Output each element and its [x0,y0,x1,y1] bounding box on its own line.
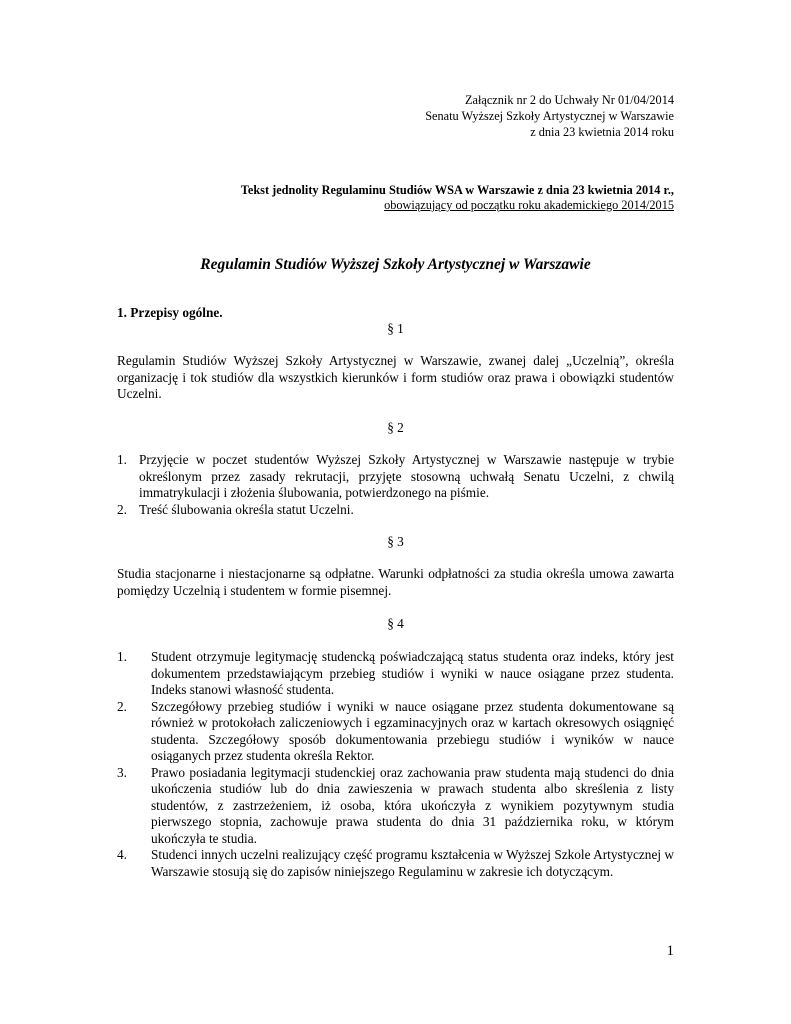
paragraph-sign-4: § 4 [387,616,404,631]
list-item-number: 4. [117,847,127,862]
list-item [117,502,674,519]
paragraph-3-text: Studia stacjonarne i niestacjonarne są odpłatne. Warunki odpłatności za studia określa umowa zawarta pomiędzy Uczelnią i studentem w formie pisemnej. [117,566,674,598]
list-item-text: Studenci innych uczelni realizujący część programu kształcenia w Wyższej Szkole Artystycznej w Warszawie stosują się do zapisów niniejszego Regulaminu w zakresie ich dotyczącym. [151,847,674,879]
paragraph-4-list [117,649,674,880]
attachment-line-2: Senatu Wyższej Szkoły Artystycznej w Warszawie [425,109,674,123]
page-number: 1 [666,943,674,959]
attachment-line-1: Załącznik nr 2 do Uchwały Nr 01/04/2014 [465,93,674,107]
paragraph-sign-1: § 1 [387,321,404,336]
list-item-text: Szczegółowy przebieg studiów i wyniki w nauce osiągane przez studenta dokumentowane są również w protokołach zaliczeniowych i egzaminacyjnych oraz w kartach okresowych osiągnięć studenta. Szczegółowy sposób dokumentowania przebiegu studiów i wyników w nauce osiąganych przez studenta określa Rektor. [151,698,674,763]
list-item-text: Prawo posiadania legitymacji studenckiej oraz zachowania praw studenta mają studenci do dnia ukończenia studiów lub do dnia zawieszenia w prawach studenta albo skreślenia z listy studentów, z zastrzeżeniem, iż osoba, która ukończyła z wynikiem pozytywnym studia pierwszego stopnia, zachowuje prawa studenta do dnia 31 października roku, w którym ukończyła te studia. [151,764,674,846]
section-heading-general: 1. Przepisy ogólne. [117,305,223,320]
list-item [117,649,674,699]
list-item-number: 3. [117,764,127,780]
consolidated-text-note [114,183,674,213]
list-item-number: 2. [117,501,127,517]
list-item-text: Przyjęcie w poczet studentów Wyższej Szkoły Artystycznej w Warszawie następuje w trybie określonym przez zasady rekrutacji, przyjęte stosowną uchwałą Senatu Uczelni, z chwilą immatrykulacji i złożenia ślubowania, potwierdzonego na piśmie. [139,452,674,500]
list-item [117,765,674,848]
paragraph-1-text: Regulamin Studiów Wyższej Szkoły Artystycznej w Warszawie, zwanej dalej „Uczelnią”, określa organizację i tok studiów dla wszystkich kierunków i form studiów oraz prawa i obowiązki studentów Uczelni. [117,353,674,401]
list-item [117,452,674,502]
list-item-number: 1. [117,452,127,467]
consolidated-text-title: Tekst jednolity Regulaminu Studiów WSA w Warszawie z dnia 23 kwietnia 2014 r., [240,183,674,197]
list-item-text: Student otrzymuje legitymację studencką poświadczającą status studenta oraz indeks, który jest dokumentem przedstawiającym przebieg studiów i wyniki w nauce osiągane przez studenta. Indeks stanowi własność studenta. [151,649,674,697]
paragraph-2-list [117,452,674,518]
list-item-text: Treść ślubowania określa statut Uczelni. [139,501,354,517]
attachment-line-3: z dnia 23 kwietnia 2014 roku [530,125,674,139]
effective-date-line: obowiązujący od początku roku akademickiego 2014/2015 [384,198,674,212]
paragraph-sign-2: § 2 [387,420,404,435]
list-item [117,847,674,880]
attachment-header [224,92,674,140]
list-item-number: 1. [117,649,127,664]
document-title: Regulamin Studiów Wyższej Szkoły Artystycznej w Warszawie [200,256,591,273]
paragraph-sign-3: § 3 [387,534,404,549]
list-item [117,699,674,765]
list-item-number: 2. [117,698,127,714]
